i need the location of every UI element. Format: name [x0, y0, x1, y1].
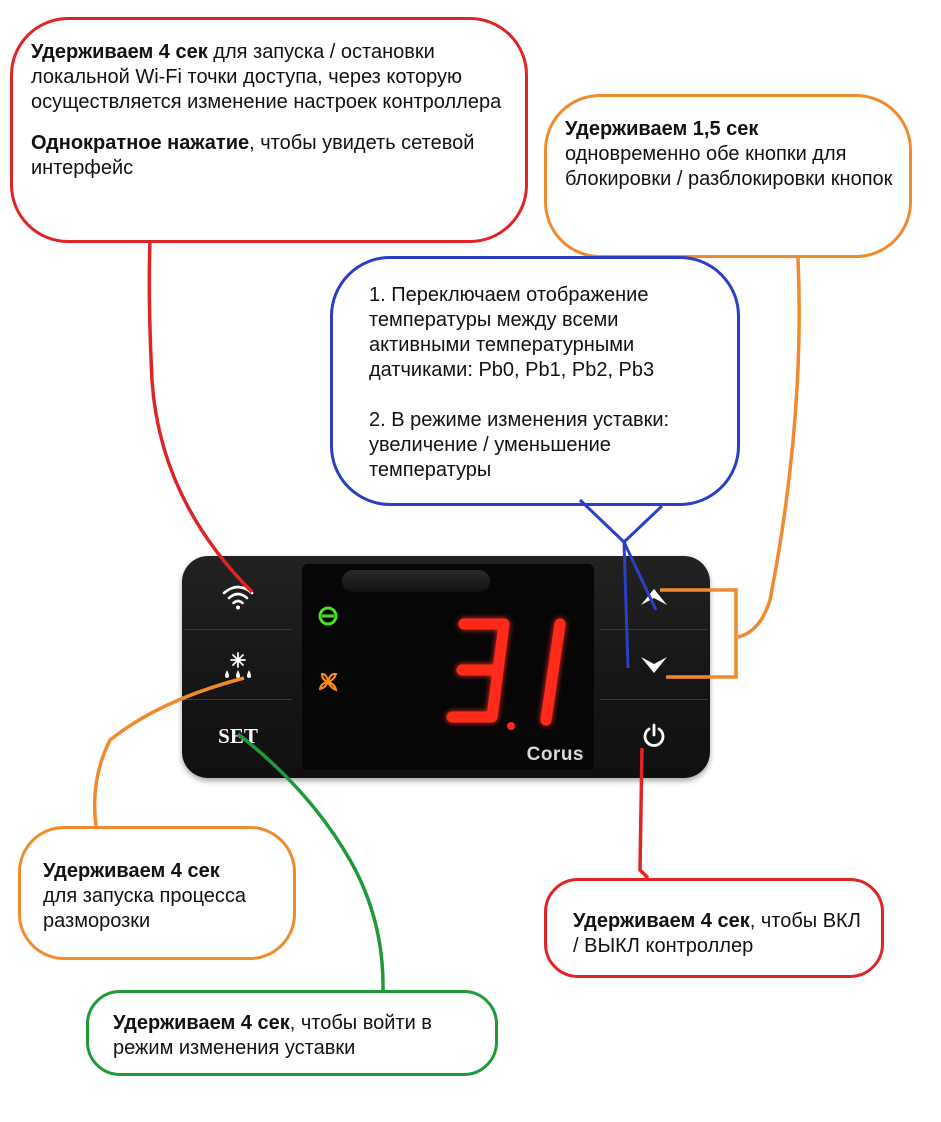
digit-one	[546, 624, 560, 720]
callout-wifi-button	[10, 17, 528, 243]
temperature-display	[302, 564, 594, 770]
callout-setpoint-bold: Удерживаем 4 сек	[113, 1012, 290, 1034]
callout-lock-bold: Удерживаем 1,5 сек	[565, 118, 759, 140]
set-button[interactable]	[184, 702, 292, 770]
fan-icon	[316, 670, 340, 694]
callout-set-button	[86, 990, 498, 1076]
callout-wifi-bold-1: Удерживаем 4 сек	[31, 41, 208, 63]
callout-defrost-paragraph	[43, 859, 283, 934]
callout-setpoint-text: , чтобы войти в режим изменения уставки	[113, 1012, 432, 1059]
defrost-button[interactable]	[184, 632, 292, 700]
callout-wifi-paragraph-2	[31, 131, 507, 181]
left-keypad	[184, 562, 292, 772]
callout-wifi-text-2: , чтобы увидеть сетевой интерфейс	[31, 132, 475, 179]
callout-wifi-text-1: для запуска / остановки локальной Wi-Fi точки доступа, через которую осуществляется изменение настроек контроллера	[31, 41, 502, 113]
set-label: SET	[218, 723, 258, 748]
callout-defrost-button	[18, 826, 296, 960]
right-keypad	[600, 562, 708, 772]
connector-lock	[738, 258, 799, 637]
power-button[interactable]	[600, 702, 708, 770]
callout-arrow-buttons	[330, 256, 740, 506]
decimal-point	[507, 722, 515, 730]
connector-wifi	[149, 240, 252, 592]
defrost-icon	[220, 651, 256, 681]
connector-arrows-tail	[580, 500, 662, 542]
callout-lock-text: одновременно обе кнопки для блокировки / разблокировки кнопок	[565, 143, 893, 190]
callout-lock-buttons	[544, 94, 912, 258]
callout-defrost-bold: Удерживаем 4 сек	[43, 860, 220, 882]
callout-setpoint-paragraph	[113, 1011, 485, 1061]
seven-segment-readout	[442, 614, 592, 734]
display-reflection	[342, 570, 490, 592]
callout-wifi-bold-2: Однократное нажатие	[31, 132, 250, 154]
callout-power-bold: Удерживаем 4 сек	[573, 910, 750, 932]
callout-defrost-text: для запуска процесса разморозки	[43, 885, 247, 932]
arrow-down-icon	[639, 655, 669, 677]
callout-arrows-paragraph-1: 1. Переключаем отображение температуры между всеми активными температурными датчиками: Pb0, Pb1, Pb2, Pb3	[369, 284, 655, 381]
thermostat-controller	[182, 556, 710, 778]
callout-lock-paragraph	[565, 117, 897, 192]
arrow-up-icon	[639, 585, 669, 607]
callout-power-paragraph	[573, 909, 871, 959]
compressor-icon	[316, 604, 340, 628]
power-icon	[641, 723, 667, 749]
down-button[interactable]	[600, 632, 708, 700]
callout-wifi-paragraph-1	[31, 40, 507, 115]
callout-power-button	[544, 878, 884, 978]
callout-arrows-paragraph-2: 2. В режиме изменения уставки: увеличение / уменьшение температуры	[369, 409, 670, 481]
brand-label: Corus	[526, 744, 584, 765]
wifi-button[interactable]	[184, 562, 292, 630]
up-button[interactable]	[600, 562, 708, 630]
wifi-icon	[221, 581, 255, 611]
callout-power-text: , чтобы ВКЛ / ВЫКЛ контроллер	[573, 910, 861, 957]
